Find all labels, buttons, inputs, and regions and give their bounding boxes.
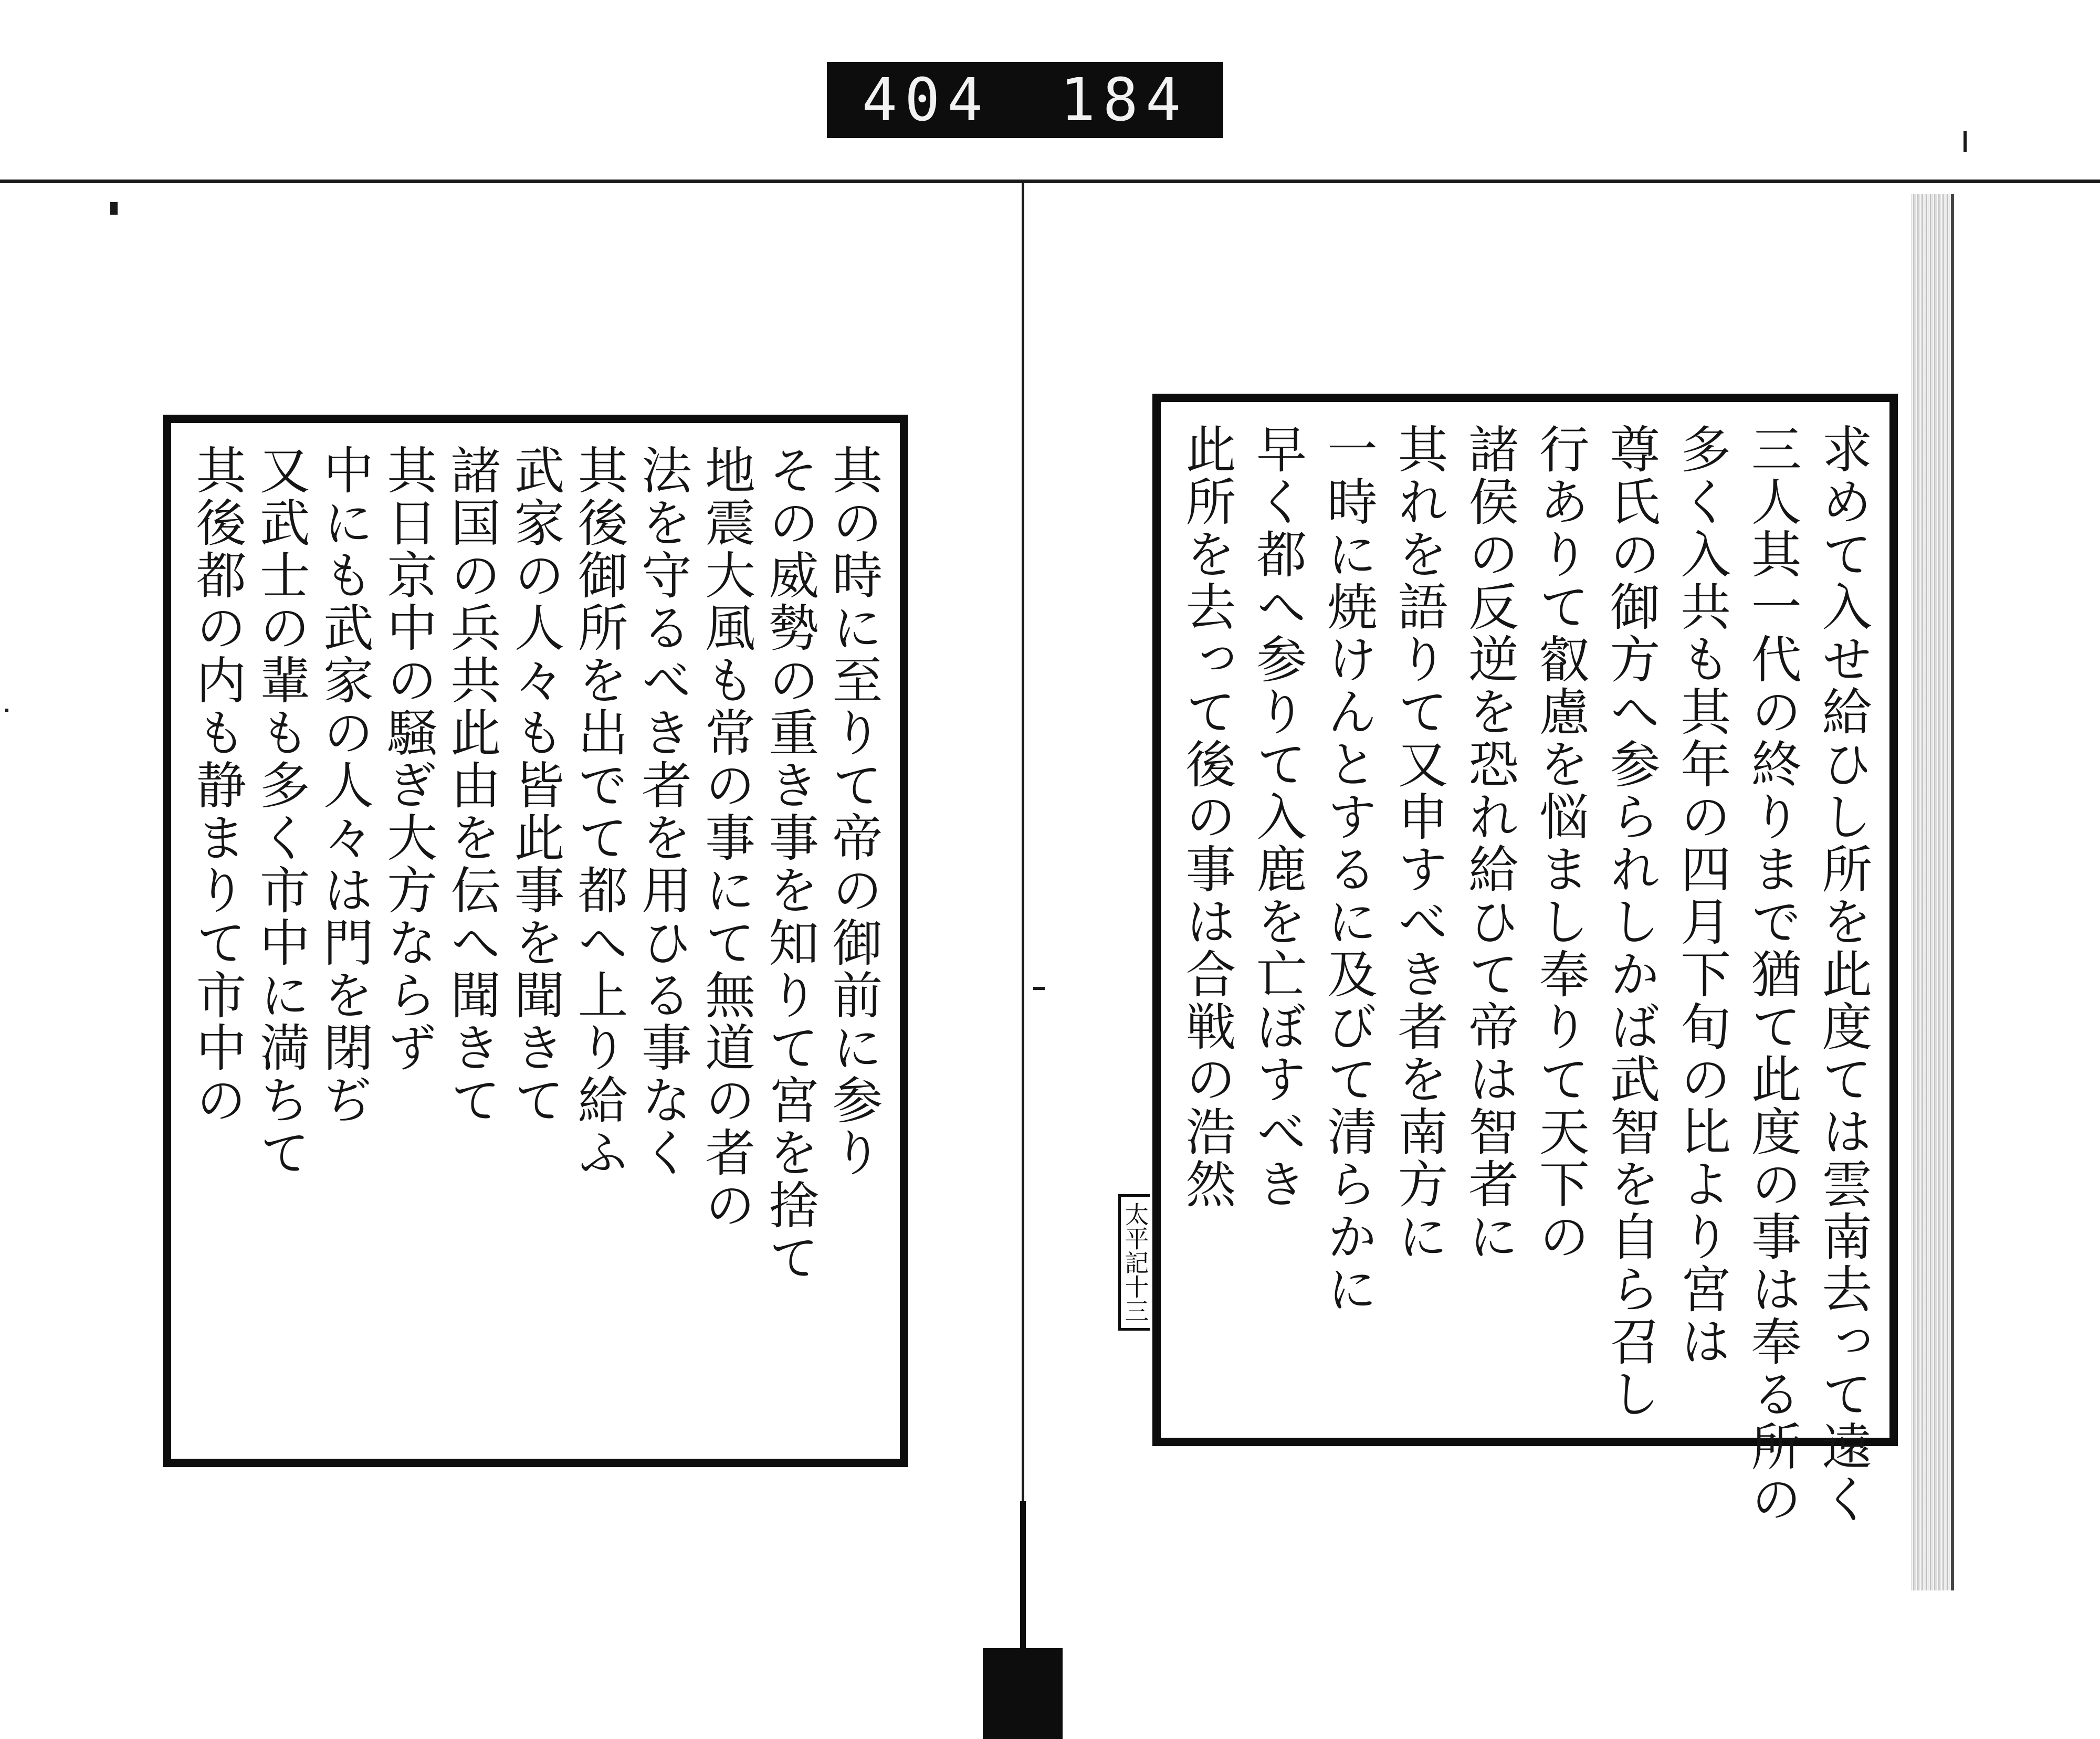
- text-column: 其れを語りて又申すべき者を南方に: [1389, 423, 1448, 1263]
- text-column: 諸国の兵共此由を伝へ聞きて: [442, 444, 501, 1126]
- scan-speck: [110, 202, 118, 215]
- text-column: 求めて入せ給ひし所を此度ては雲南去って遠く: [1813, 423, 1873, 1525]
- book-spine: [1022, 180, 1024, 1502]
- text-column: 其の時に至りて帝の御前に参り: [824, 444, 883, 1179]
- text-column: 其後都の内も静まりて市中の: [188, 444, 247, 1126]
- left-page-text-block: [163, 415, 908, 1467]
- text-column: 法を守るべき者を用ひる事なく: [633, 444, 692, 1179]
- left-page-columns: [188, 444, 883, 1438]
- text-column: 武家の人々も皆此事を聞きて: [506, 444, 565, 1126]
- text-column: 尊氏の御方へ参られしかば武智を自ら召し: [1601, 423, 1661, 1420]
- frame-number-left: 404: [862, 66, 990, 134]
- spine-block: [983, 1648, 1063, 1739]
- text-column: 早く都へ参りて入鹿を亡ぼすべき: [1248, 423, 1307, 1210]
- text-column: 一時に焼けんとするに及びて清らかに: [1319, 423, 1378, 1315]
- page-fore-edge: [1911, 194, 1953, 1590]
- scan-speck: [1033, 987, 1045, 990]
- text-column: 其後御所を出でて都へ上り給ふ: [570, 444, 629, 1179]
- page-fore-edge-line: [1951, 194, 1954, 1590]
- top-rule: [0, 180, 2100, 183]
- text-column: 三人其一代の終りまで猶て此度の事は奉る所の: [1743, 423, 1802, 1525]
- scan-speck: [1964, 131, 1967, 152]
- right-page-text-block: [1152, 394, 1898, 1525]
- text-column: 又武士の輩も多く市中に満ちて: [251, 444, 311, 1179]
- text-column: 地震大風も常の事にて無道の者の: [697, 444, 756, 1231]
- scan-speck: [5, 709, 8, 712]
- right-page-columns: [1178, 423, 1873, 1525]
- text-column: 行ありて叡慮を悩まし奉りて天下の: [1531, 423, 1590, 1263]
- text-column: 此所を去って後の事は合戦の浩然: [1178, 423, 1236, 1210]
- page-caption-label: 太平記十三: [1118, 1194, 1150, 1331]
- text-column: 其日京中の騒ぎ大方ならず: [379, 444, 438, 1074]
- text-column: 諸侯の反逆を恐れ給ひて帝は智者に: [1460, 423, 1519, 1263]
- frame-number-label: [827, 62, 1223, 138]
- spine-stem: [1020, 1501, 1026, 1651]
- text-column: 中にも武家の人々は門を閉ぢ: [315, 444, 374, 1126]
- text-column: 多く入共も其年の四月下旬の比より宮は: [1672, 423, 1731, 1368]
- text-column: その威勢の重き事を知りて宮を捨て: [760, 444, 820, 1284]
- frame-number-right: 184: [1060, 66, 1189, 134]
